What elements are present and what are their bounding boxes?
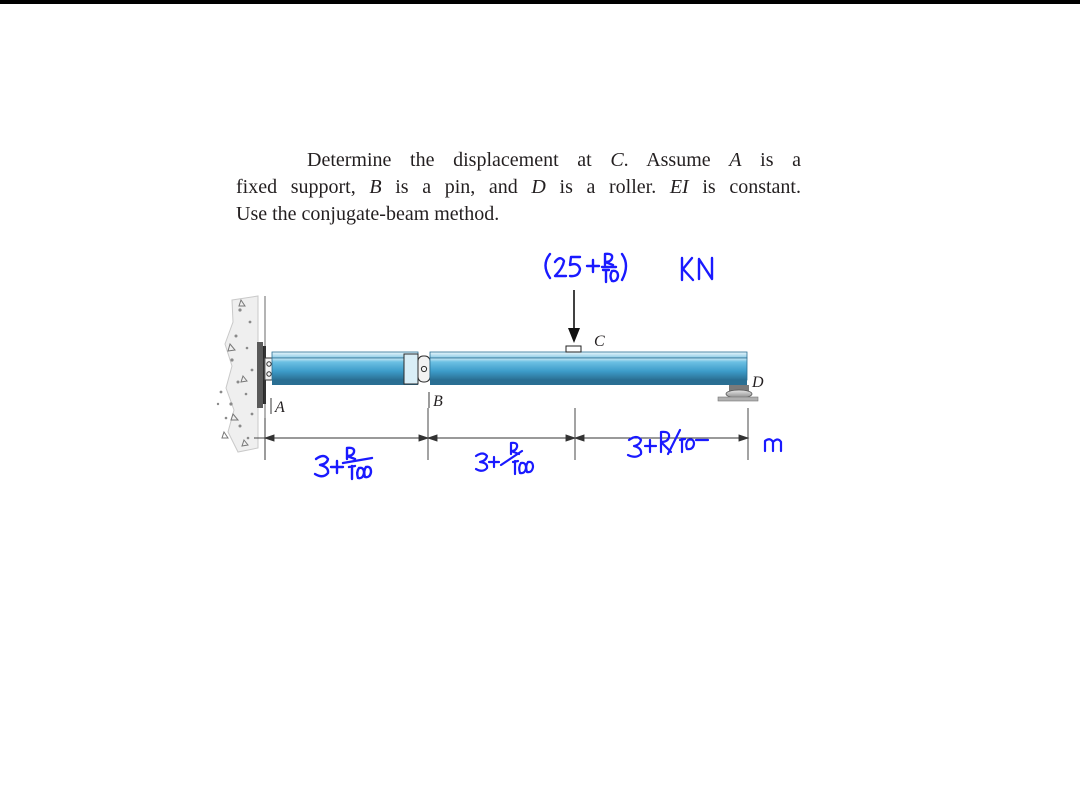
label-c: C [594,333,605,350]
label-d: D [752,374,764,391]
handwritten-span-bc [476,443,533,474]
label-a: A [275,399,285,416]
dimension-lines [254,408,748,460]
handwritten-span-cd [628,430,781,457]
problem-line-1: Determine the displacement at C. Assume A is a [307,149,801,171]
beam-segment-ab [272,352,418,385]
pin-connection-b [404,354,430,384]
problem-line-3: Use the conjugate-beam method. [236,203,500,225]
problem-line-2: fixed support, B is a pin, and D is a roller. EI is constant. [236,176,801,198]
handwritten-span-ab [315,448,372,479]
handwritten-load-label [546,254,713,282]
beam-segment-bd [430,352,747,385]
label-b: B [433,393,443,410]
point-load-arrow [566,290,581,352]
